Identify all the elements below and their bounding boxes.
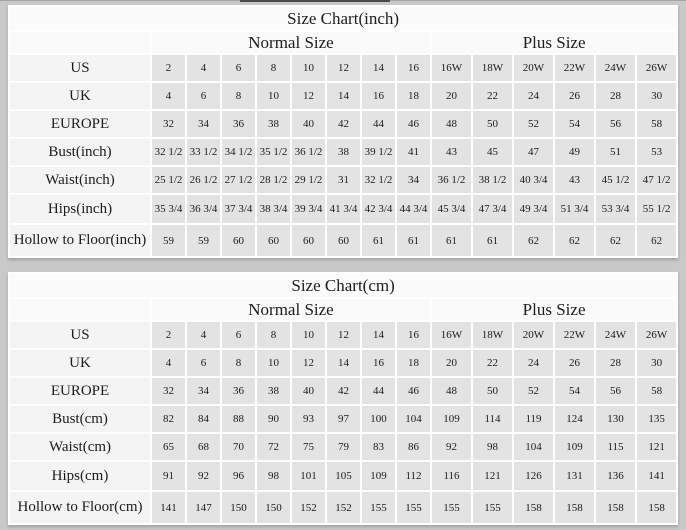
table-row — [10, 378, 676, 404]
size-value-cell: 92 — [187, 462, 220, 490]
row-label: UK — [10, 350, 150, 376]
normal-size-header: Normal Size — [152, 299, 430, 320]
size-value-cell: 30 — [637, 350, 676, 376]
size-value-cell: 16 — [362, 350, 395, 376]
table-row — [10, 195, 676, 223]
size-value-cell: 158 — [514, 492, 553, 523]
size-value-cell: 4 — [152, 83, 185, 109]
size-value-cell: 40 — [292, 111, 325, 137]
table-row — [10, 406, 676, 432]
table-row — [10, 139, 676, 165]
size-value-cell: 16W — [432, 322, 471, 348]
row-label: Waist(cm) — [10, 434, 150, 460]
size-value-cell: 26 — [555, 83, 594, 109]
size-value-cell: 101 — [292, 462, 325, 490]
size-value-cell: 98 — [257, 462, 290, 490]
size-value-cell: 49 — [555, 139, 594, 165]
size-value-cell: 22 — [473, 83, 512, 109]
normal-size-header: Normal Size — [152, 32, 430, 53]
size-value-cell: 32 1/2 — [152, 139, 185, 165]
plus-size-header: Plus Size — [432, 299, 676, 320]
size-value-cell: 50 — [473, 111, 512, 137]
row-label: Hollow to Floor(inch) — [10, 225, 150, 256]
size-value-cell: 20W — [514, 322, 553, 348]
size-value-cell: 20 — [432, 350, 471, 376]
size-value-cell: 27 1/2 — [222, 167, 255, 193]
table-row — [10, 462, 676, 490]
size-value-cell: 8 — [257, 322, 290, 348]
size-value-cell: 61 — [473, 225, 512, 256]
size-value-cell: 31 — [327, 167, 360, 193]
size-value-cell: 47 — [514, 139, 553, 165]
table-row — [10, 167, 676, 193]
size-value-cell: 48 — [432, 378, 471, 404]
size-value-cell: 43 — [432, 139, 471, 165]
size-value-cell: 24W — [596, 55, 635, 81]
size-value-cell: 141 — [152, 492, 185, 523]
size-chart-cm-table — [8, 272, 678, 525]
size-value-cell: 114 — [473, 406, 512, 432]
table-row — [10, 55, 676, 81]
size-value-cell: 109 — [432, 406, 471, 432]
size-value-cell: 158 — [596, 492, 635, 523]
size-value-cell: 54 — [555, 111, 594, 137]
row-label: EUROPE — [10, 378, 150, 404]
size-value-cell: 109 — [362, 462, 395, 490]
size-value-cell: 41 — [397, 139, 430, 165]
row-label: Hollow to Floor(cm) — [10, 492, 150, 523]
size-value-cell: 46 — [397, 378, 430, 404]
size-value-cell: 155 — [432, 492, 471, 523]
table-row — [10, 350, 676, 376]
size-value-cell: 50 — [473, 378, 512, 404]
size-value-cell: 6 — [187, 83, 220, 109]
row-label: Waist(inch) — [10, 167, 150, 193]
size-value-cell: 33 1/2 — [187, 139, 220, 165]
table-title-row — [10, 274, 676, 297]
size-value-cell: 62 — [555, 225, 594, 256]
size-value-cell: 4 — [152, 350, 185, 376]
size-value-cell: 49 3/4 — [514, 195, 553, 223]
size-value-cell: 60 — [327, 225, 360, 256]
size-value-cell: 16 — [397, 55, 430, 81]
row-label: EUROPE — [10, 111, 150, 137]
size-value-cell: 10 — [292, 322, 325, 348]
size-value-cell: 62 — [637, 225, 676, 256]
size-value-cell: 45 — [473, 139, 512, 165]
table-group-header-row — [10, 299, 676, 320]
size-value-cell: 83 — [362, 434, 395, 460]
size-value-cell: 60 — [222, 225, 255, 256]
table-title-row — [10, 7, 676, 30]
size-value-cell: 26 1/2 — [187, 167, 220, 193]
size-value-cell: 28 1/2 — [257, 167, 290, 193]
size-value-cell: 119 — [514, 406, 553, 432]
size-value-cell: 14 — [362, 322, 395, 348]
size-value-cell: 86 — [397, 434, 430, 460]
size-value-cell: 25 1/2 — [152, 167, 185, 193]
size-value-cell: 65 — [152, 434, 185, 460]
size-value-cell: 26W — [637, 322, 676, 348]
size-value-cell: 135 — [637, 406, 676, 432]
size-value-cell: 8 — [257, 55, 290, 81]
size-value-cell: 41 3/4 — [327, 195, 360, 223]
size-value-cell: 104 — [514, 434, 553, 460]
size-value-cell: 36 — [222, 378, 255, 404]
size-value-cell: 51 3/4 — [555, 195, 594, 223]
table-title: Size Chart(inch) — [10, 7, 676, 30]
size-value-cell: 12 — [292, 350, 325, 376]
size-value-cell: 28 — [596, 350, 635, 376]
size-value-cell: 82 — [152, 406, 185, 432]
size-value-cell: 52 — [514, 378, 553, 404]
size-value-cell: 6 — [187, 350, 220, 376]
table-row — [10, 83, 676, 109]
size-value-cell: 38 3/4 — [257, 195, 290, 223]
size-value-cell: 44 — [362, 378, 395, 404]
size-value-cell: 18 — [397, 350, 430, 376]
row-label: US — [10, 322, 150, 348]
size-value-cell: 59 — [187, 225, 220, 256]
size-value-cell: 42 — [327, 378, 360, 404]
table-row — [10, 111, 676, 137]
size-value-cell: 45 3/4 — [432, 195, 471, 223]
size-value-cell: 14 — [327, 83, 360, 109]
row-label: Hips(cm) — [10, 462, 150, 490]
size-value-cell: 14 — [327, 350, 360, 376]
table-body — [10, 55, 676, 256]
size-value-cell: 88 — [222, 406, 255, 432]
size-value-cell: 60 — [257, 225, 290, 256]
size-value-cell: 96 — [222, 462, 255, 490]
size-value-cell: 26 — [555, 350, 594, 376]
size-value-cell: 8 — [222, 83, 255, 109]
size-value-cell: 35 1/2 — [257, 139, 290, 165]
size-value-cell: 109 — [555, 434, 594, 460]
size-value-cell: 8 — [222, 350, 255, 376]
size-value-cell: 47 3/4 — [473, 195, 512, 223]
size-value-cell: 56 — [596, 378, 635, 404]
row-label: US — [10, 55, 150, 81]
size-value-cell: 34 1/2 — [222, 139, 255, 165]
size-value-cell: 14 — [362, 55, 395, 81]
row-label: UK — [10, 83, 150, 109]
size-value-cell: 40 — [292, 378, 325, 404]
size-value-cell: 62 — [596, 225, 635, 256]
size-chart-inch-table — [8, 5, 678, 258]
size-value-cell: 42 3/4 — [362, 195, 395, 223]
size-value-cell: 55 1/2 — [637, 195, 676, 223]
row-label: Bust(cm) — [10, 406, 150, 432]
size-value-cell: 35 3/4 — [152, 195, 185, 223]
size-value-cell: 6 — [222, 55, 255, 81]
size-value-cell: 68 — [187, 434, 220, 460]
size-value-cell: 38 — [257, 111, 290, 137]
size-value-cell: 51 — [596, 139, 635, 165]
top-edge-dark-segment — [240, 0, 390, 2]
size-value-cell: 92 — [432, 434, 471, 460]
size-value-cell: 90 — [257, 406, 290, 432]
size-value-cell: 38 — [327, 139, 360, 165]
size-value-cell: 121 — [473, 462, 512, 490]
size-value-cell: 158 — [555, 492, 594, 523]
size-value-cell: 46 — [397, 111, 430, 137]
table-row — [10, 434, 676, 460]
size-value-cell: 26W — [637, 55, 676, 81]
size-value-cell: 126 — [514, 462, 553, 490]
size-value-cell: 59 — [152, 225, 185, 256]
size-value-cell: 36 1/2 — [432, 167, 471, 193]
table-row — [10, 322, 676, 348]
size-value-cell: 18W — [473, 55, 512, 81]
size-value-cell: 131 — [555, 462, 594, 490]
size-value-cell: 61 — [432, 225, 471, 256]
size-value-cell: 155 — [362, 492, 395, 523]
size-value-cell: 43 — [555, 167, 594, 193]
size-value-cell: 36 1/2 — [292, 139, 325, 165]
size-value-cell: 115 — [596, 434, 635, 460]
size-value-cell: 32 1/2 — [362, 167, 395, 193]
size-value-cell: 100 — [362, 406, 395, 432]
table-body — [10, 322, 676, 523]
size-value-cell: 84 — [187, 406, 220, 432]
size-value-cell: 36 — [222, 111, 255, 137]
size-value-cell: 150 — [257, 492, 290, 523]
size-value-cell: 2 — [152, 322, 185, 348]
size-value-cell: 22W — [555, 322, 594, 348]
size-value-cell: 28 — [596, 83, 635, 109]
size-value-cell: 10 — [257, 83, 290, 109]
size-value-cell: 121 — [637, 434, 676, 460]
size-value-cell: 42 — [327, 111, 360, 137]
size-value-cell: 22 — [473, 350, 512, 376]
size-value-cell: 155 — [473, 492, 512, 523]
size-value-cell: 44 3/4 — [397, 195, 430, 223]
size-value-cell: 39 1/2 — [362, 139, 395, 165]
size-value-cell: 39 3/4 — [292, 195, 325, 223]
size-value-cell: 62 — [514, 225, 553, 256]
size-value-cell: 45 1/2 — [596, 167, 635, 193]
size-value-cell: 47 1/2 — [637, 167, 676, 193]
size-value-cell: 155 — [397, 492, 430, 523]
size-value-cell: 10 — [257, 350, 290, 376]
size-value-cell: 48 — [432, 111, 471, 137]
size-value-cell: 29 1/2 — [292, 167, 325, 193]
size-value-cell: 12 — [327, 322, 360, 348]
size-value-cell: 112 — [397, 462, 430, 490]
size-value-cell: 105 — [327, 462, 360, 490]
size-value-cell: 60 — [292, 225, 325, 256]
size-value-cell: 34 — [187, 378, 220, 404]
size-value-cell: 58 — [637, 111, 676, 137]
size-value-cell: 152 — [292, 492, 325, 523]
size-value-cell: 37 3/4 — [222, 195, 255, 223]
size-value-cell: 2 — [152, 55, 185, 81]
corner-cell — [10, 32, 150, 53]
size-value-cell: 44 — [362, 111, 395, 137]
size-value-cell: 22W — [555, 55, 594, 81]
size-value-cell: 54 — [555, 378, 594, 404]
size-value-cell: 72 — [257, 434, 290, 460]
size-value-cell: 4 — [187, 55, 220, 81]
size-value-cell: 93 — [292, 406, 325, 432]
size-value-cell: 91 — [152, 462, 185, 490]
size-value-cell: 20 — [432, 83, 471, 109]
size-value-cell: 34 — [397, 167, 430, 193]
size-value-cell: 130 — [596, 406, 635, 432]
size-value-cell: 16 — [362, 83, 395, 109]
plus-size-header: Plus Size — [432, 32, 676, 53]
size-value-cell: 10 — [292, 55, 325, 81]
table-row — [10, 492, 676, 523]
size-value-cell: 116 — [432, 462, 471, 490]
size-value-cell: 6 — [222, 322, 255, 348]
table-group-header-row — [10, 32, 676, 53]
size-value-cell: 97 — [327, 406, 360, 432]
size-value-cell: 30 — [637, 83, 676, 109]
corner-cell — [10, 299, 150, 320]
size-value-cell: 98 — [473, 434, 512, 460]
size-value-cell: 4 — [187, 322, 220, 348]
size-value-cell: 152 — [327, 492, 360, 523]
size-value-cell: 124 — [555, 406, 594, 432]
size-value-cell: 20W — [514, 55, 553, 81]
size-value-cell: 16 — [397, 322, 430, 348]
size-value-cell: 24 — [514, 83, 553, 109]
table-row — [10, 225, 676, 256]
size-value-cell: 32 — [152, 111, 185, 137]
size-value-cell: 12 — [327, 55, 360, 81]
size-value-cell: 58 — [637, 378, 676, 404]
size-value-cell: 136 — [596, 462, 635, 490]
size-value-cell: 16W — [432, 55, 471, 81]
size-value-cell: 34 — [187, 111, 220, 137]
size-value-cell: 79 — [327, 434, 360, 460]
size-value-cell: 75 — [292, 434, 325, 460]
size-value-cell: 53 3/4 — [596, 195, 635, 223]
size-value-cell: 70 — [222, 434, 255, 460]
size-value-cell: 40 3/4 — [514, 167, 553, 193]
row-label: Hips(inch) — [10, 195, 150, 223]
size-value-cell: 147 — [187, 492, 220, 523]
size-value-cell: 38 1/2 — [473, 167, 512, 193]
size-value-cell: 104 — [397, 406, 430, 432]
size-value-cell: 158 — [637, 492, 676, 523]
table-title: Size Chart(cm) — [10, 274, 676, 297]
size-value-cell: 24 — [514, 350, 553, 376]
size-value-cell: 36 3/4 — [187, 195, 220, 223]
size-value-cell: 18 — [397, 83, 430, 109]
size-value-cell: 38 — [257, 378, 290, 404]
size-value-cell: 53 — [637, 139, 676, 165]
size-value-cell: 61 — [362, 225, 395, 256]
row-label: Bust(inch) — [10, 139, 150, 165]
size-value-cell: 52 — [514, 111, 553, 137]
size-value-cell: 24W — [596, 322, 635, 348]
size-value-cell: 141 — [637, 462, 676, 490]
size-value-cell: 18W — [473, 322, 512, 348]
size-value-cell: 61 — [397, 225, 430, 256]
size-value-cell: 56 — [596, 111, 635, 137]
size-value-cell: 32 — [152, 378, 185, 404]
size-value-cell: 12 — [292, 83, 325, 109]
size-value-cell: 150 — [222, 492, 255, 523]
